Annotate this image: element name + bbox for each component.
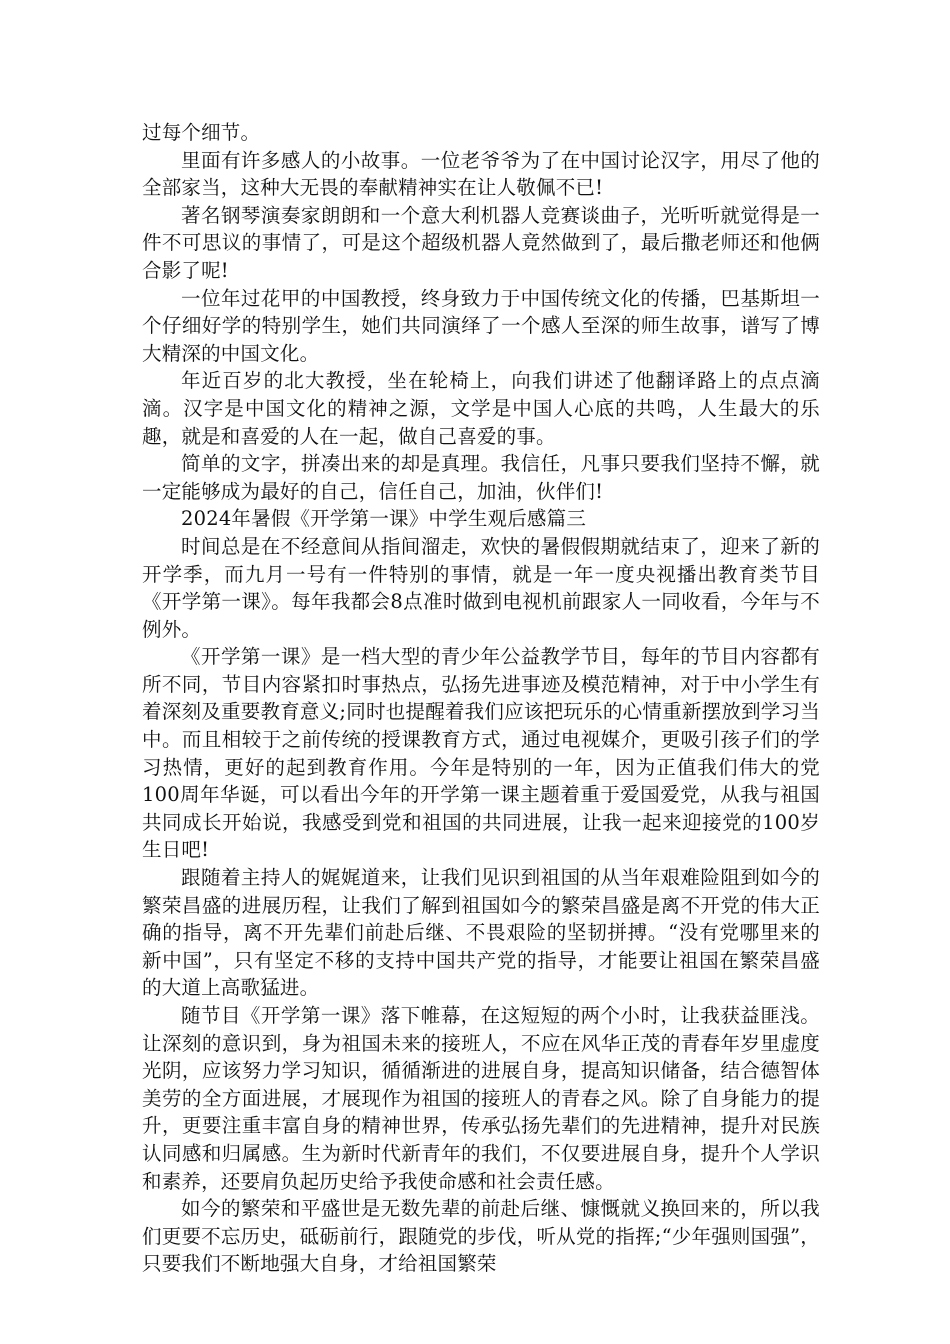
paragraph: 如今的繁荣和平盛世是无数先辈的前赴后继、慷慨就义换回来的，所以我们更要不忘历史，砥砺前行，跟随党的步伐，听从党的指挥;“少年强则国强”，只要我们不断地强大自身，才给祖国繁荣 (142, 1197, 820, 1276)
paragraph: 随节目《开学第一课》落下帷幕，在这短短的两个小时，让我获益匪浅。让深刻的意识到，身为祖国未来的接班人，不应在风华正茂的青春年岁里虚度光阴，应该努力学习知识，循循渐进的进展自身，提高知识储备，结合德智体美劳的全方面进展，才展现作为祖国的接班人的青春之风。除了自身能力的提升，更要注重丰富自身的精神世界，传承弘扬先辈们的先进精神，提升对民族认同感和归属感。生为新时代新青年的我们，不仅要进展自身，提升个人学识和素养，还要肩负起历史给予我使命感和社会责任感。 (142, 1004, 820, 1193)
paragraph: 过每个细节。 (142, 121, 261, 144)
section-heading: 2024年暑假《开学第一课》中学生观后感篇三 (181, 507, 587, 531)
paragraph: 《开学第一课》是一档大型的青少年公益教学节目，每年的节目内容都有所不同，节目内容紧扣时事热点，弘扬先进事迹及模范精神，对于中小学生有着深刻及重要教育意义;同时也提醒着我们应该把玩乐的心情重新摆放到学习当中。而且相较于之前传统的授课教育方式，通过电视媒介，更吸引孩子们的学习热情，更好的起到教育作用。今年是特别的一年，因为正值我们伟大的党100周年华诞，可以看出今年的开学第一课主题着重于爱国爱党，从我与祖国共同成长开始说，我感受到党和祖国的共同进展，让我一起来迎接党的100岁生日吧! (142, 645, 820, 862)
paragraph: 简单的文字，拼凑出来的却是真理。我信任，凡事只要我们坚持不懈，就一定能够成为最好的自己，信任自己，加油，伙伴们! (142, 452, 820, 503)
paragraph: 一位年过花甲的中国教授，终身致力于中国传统文化的传播，巴基斯坦一个仔细好学的特别学生，她们共同演绎了一个感人至深的师生故事，谱写了博大精深的中国文化。 (142, 286, 820, 365)
paragraph: 跟随着主持人的娓娓道来，让我们见识到祖国的从当年艰难险阻到如今的繁荣昌盛的进展历程，让我们了解到祖国如今的繁荣昌盛是离不开党的伟大正确的指导，离不开先辈们前赴后继、不畏艰险的坚韧拼搏。“没有党哪里来的新中国”，只有坚定不移的支持中国共产党的指导，才能要让祖国在繁荣昌盛的大道上高歌猛进。 (142, 866, 820, 1000)
paragraph: 时间总是在不经意间从指间溜走，欢快的暑假假期就结束了，迎来了新的开学季，而九月一号有一件特别的事情，就是一年一度央视播出教育类节目《开学第一课》。每年我都会8点准时做到电视机前跟家人一同收看，今年与不例外。 (142, 534, 820, 641)
paragraph: 著名钢琴演奏家朗朗和一个意大利机器人竞赛谈曲子，光听听就觉得是一件不可思议的事情了，可是这个超级机器人竟然做到了，最后撒老师还和他俩合影了呢! (142, 203, 820, 282)
paragraph: 里面有许多感人的小故事。一位老爷爷为了在中国讨论汉字，用尽了他的全部家当，这种大无畏的奉献精神实在让人敬佩不已! (142, 148, 820, 200)
document-body (142, 119, 820, 1278)
paragraph: 年近百岁的北大教授，坐在轮椅上，向我们讲述了他翻译路上的点点滴滴。汉字是中国文化的精神之源，文学是中国人心底的共鸣，人生最大的乐趣，就是和喜爱的人在一起，做自己喜爱的事。 (142, 369, 820, 448)
